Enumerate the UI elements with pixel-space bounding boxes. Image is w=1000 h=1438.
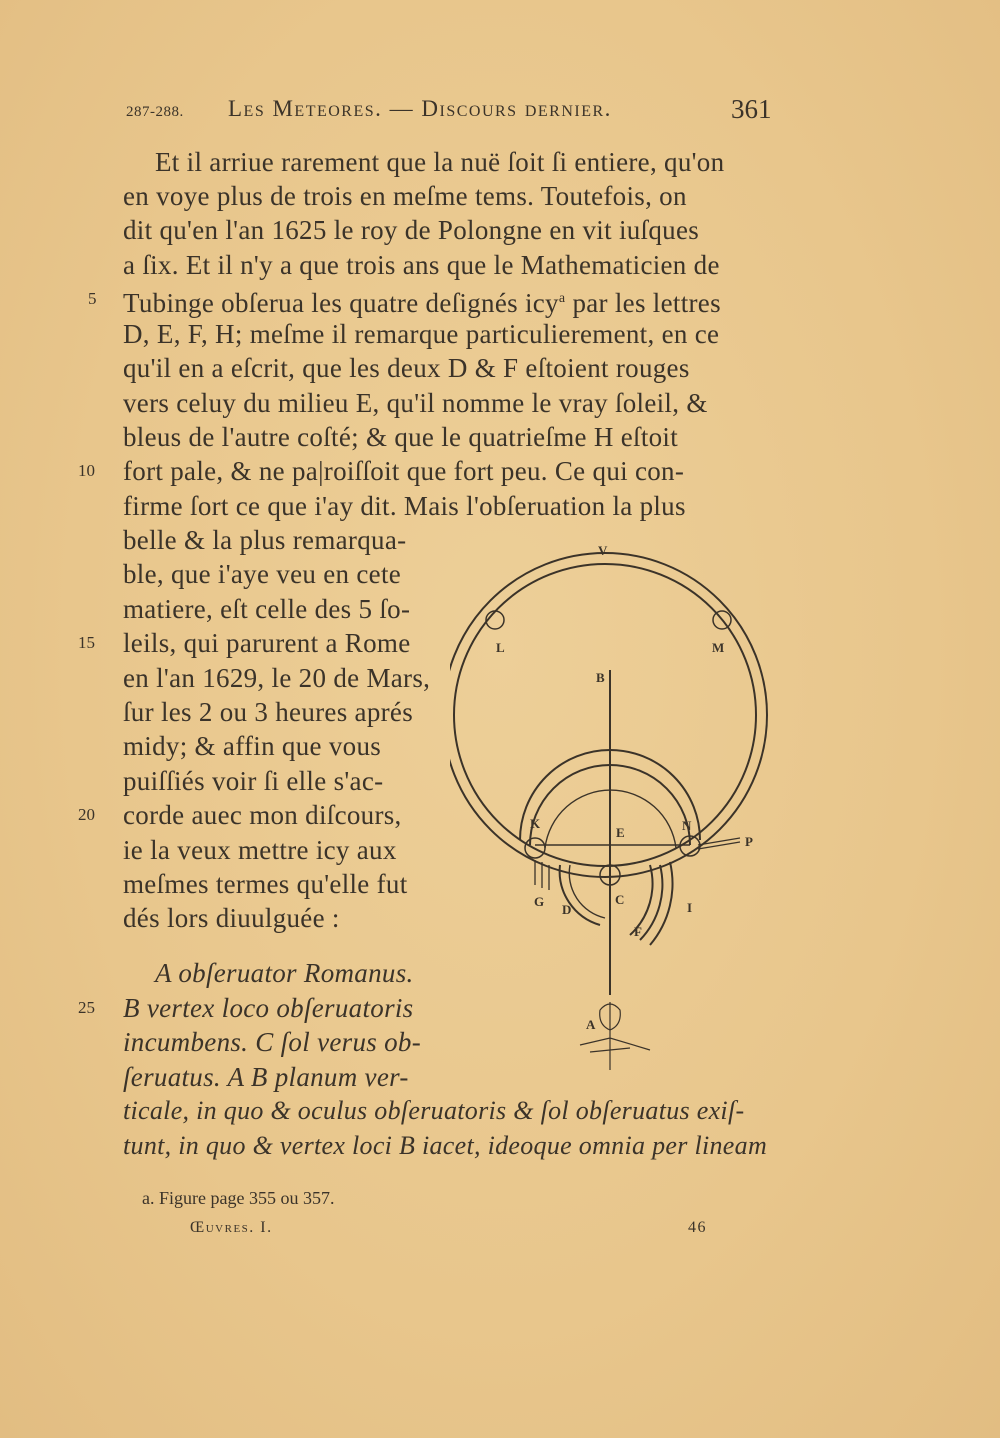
text-line-fragment: par les lettres [572,288,721,318]
text-line: a ſix. Et il n'y a que trois ans que le Mathematicien de [123,250,720,280]
figure-label-e: E [616,825,625,840]
figure-label-p: P [745,834,753,849]
figure-label-k: K [530,816,541,831]
text-line: qu'il en a eſcrit, que les deux D & F eſtoient rouges [123,353,690,383]
text-line: leils, qui parurent a Rome [123,628,411,658]
figure-label-g: G [534,894,545,909]
page-number: 361 [731,94,772,124]
text-line: firme ſort ce que i'ay dit. Mais l'obſeruation la plus [123,491,686,521]
text-line: fort pale, & ne pa|roiſſoit que fort peu. Ce qui con- [123,456,685,486]
text-line: ie la veux mettre icy aux [123,835,397,865]
figure-label-d: D [562,902,572,917]
footnote-marker: a [558,291,566,306]
figure-label-m: M [712,640,725,655]
parhelia-figure [450,540,790,1090]
line-number: 15 [78,633,95,652]
figure-label-n: N [682,818,692,833]
text-line: corde auec mon diſcours, [123,800,402,830]
text-line: D, E, F, H; meſme il remarque particulierement, en ce [123,319,720,349]
text-line: dés lors diuulguée : [123,903,340,933]
text-line: matiere, eſt celle des 5 ſo- [123,594,411,624]
latin-line: B vertex loco obſeruatoris [123,993,414,1023]
text-line: bleus de l'autre coſté; & que le quatrieſme H eſtoit [123,422,679,452]
running-head-title: Les Meteores. — Discours dernier. [228,96,612,121]
signature-number: 46 [688,1219,707,1236]
text-line: meſmes termes qu'elle fut [123,869,408,899]
figure-label-i: I [687,900,693,915]
line-number: 10 [78,461,95,480]
text-line: Et il arriue rarement que la nuë ſoit ſi entiere, qu'on [155,147,725,177]
text-line: midy; & affin que vous [123,731,382,761]
parhelia-diagram [450,540,790,1090]
text-line: puiſſiés voir ſi elle s'ac- [123,766,384,796]
latin-line: ticale, in quo & oculus obſeruatoris & ſol obſeruatus exiſ- [123,1096,745,1125]
text-line: belle & la plus remarqua- [123,525,407,555]
figure-label-b: B [596,670,605,685]
figure-label-v: V [598,543,608,558]
text-line: ſur les 2 ou 3 heures aprés [123,697,414,727]
figure-label-l: L [496,640,505,655]
text-line: dit qu'en l'an 1625 le roy de Polongne en vit iuſques [123,215,700,245]
figure-label-f: F [634,924,642,939]
signature-mark: Œuvres. I. [190,1219,273,1236]
line-number: 20 [78,805,95,824]
text-line-fragment: Tubinge obſerua les quatre deſignés icy [123,288,559,318]
latin-line: A obſeruator Romanus. [155,958,414,988]
figure-label-a: A [586,1017,596,1032]
line-number: 5 [88,289,97,308]
footnote: a. Figure page 355 ou 357. [142,1188,335,1208]
running-head-reference: 287-288. [126,104,184,120]
latin-line: incumbens. C ſol verus ob- [123,1027,422,1057]
text-line: ble, que i'aye veu en cete [123,559,402,589]
text-line: en l'an 1629, le 20 de Mars, [123,663,431,693]
running-head [0,96,1000,132]
line-number: 25 [78,998,95,1017]
latin-line: ſeruatus. A B planum ver- [123,1062,409,1092]
text-line: vers celuy du milieu E, qu'il nomme le vray ſoleil, & [123,388,708,418]
latin-line: tunt, in quo & vertex loci B iacet, ideoque omnia per lineam [123,1131,768,1160]
text-line [123,282,721,320]
text-line: en voye plus de trois en meſme tems. Toutefois, on [123,181,687,211]
figure-label-c: C [615,892,625,907]
